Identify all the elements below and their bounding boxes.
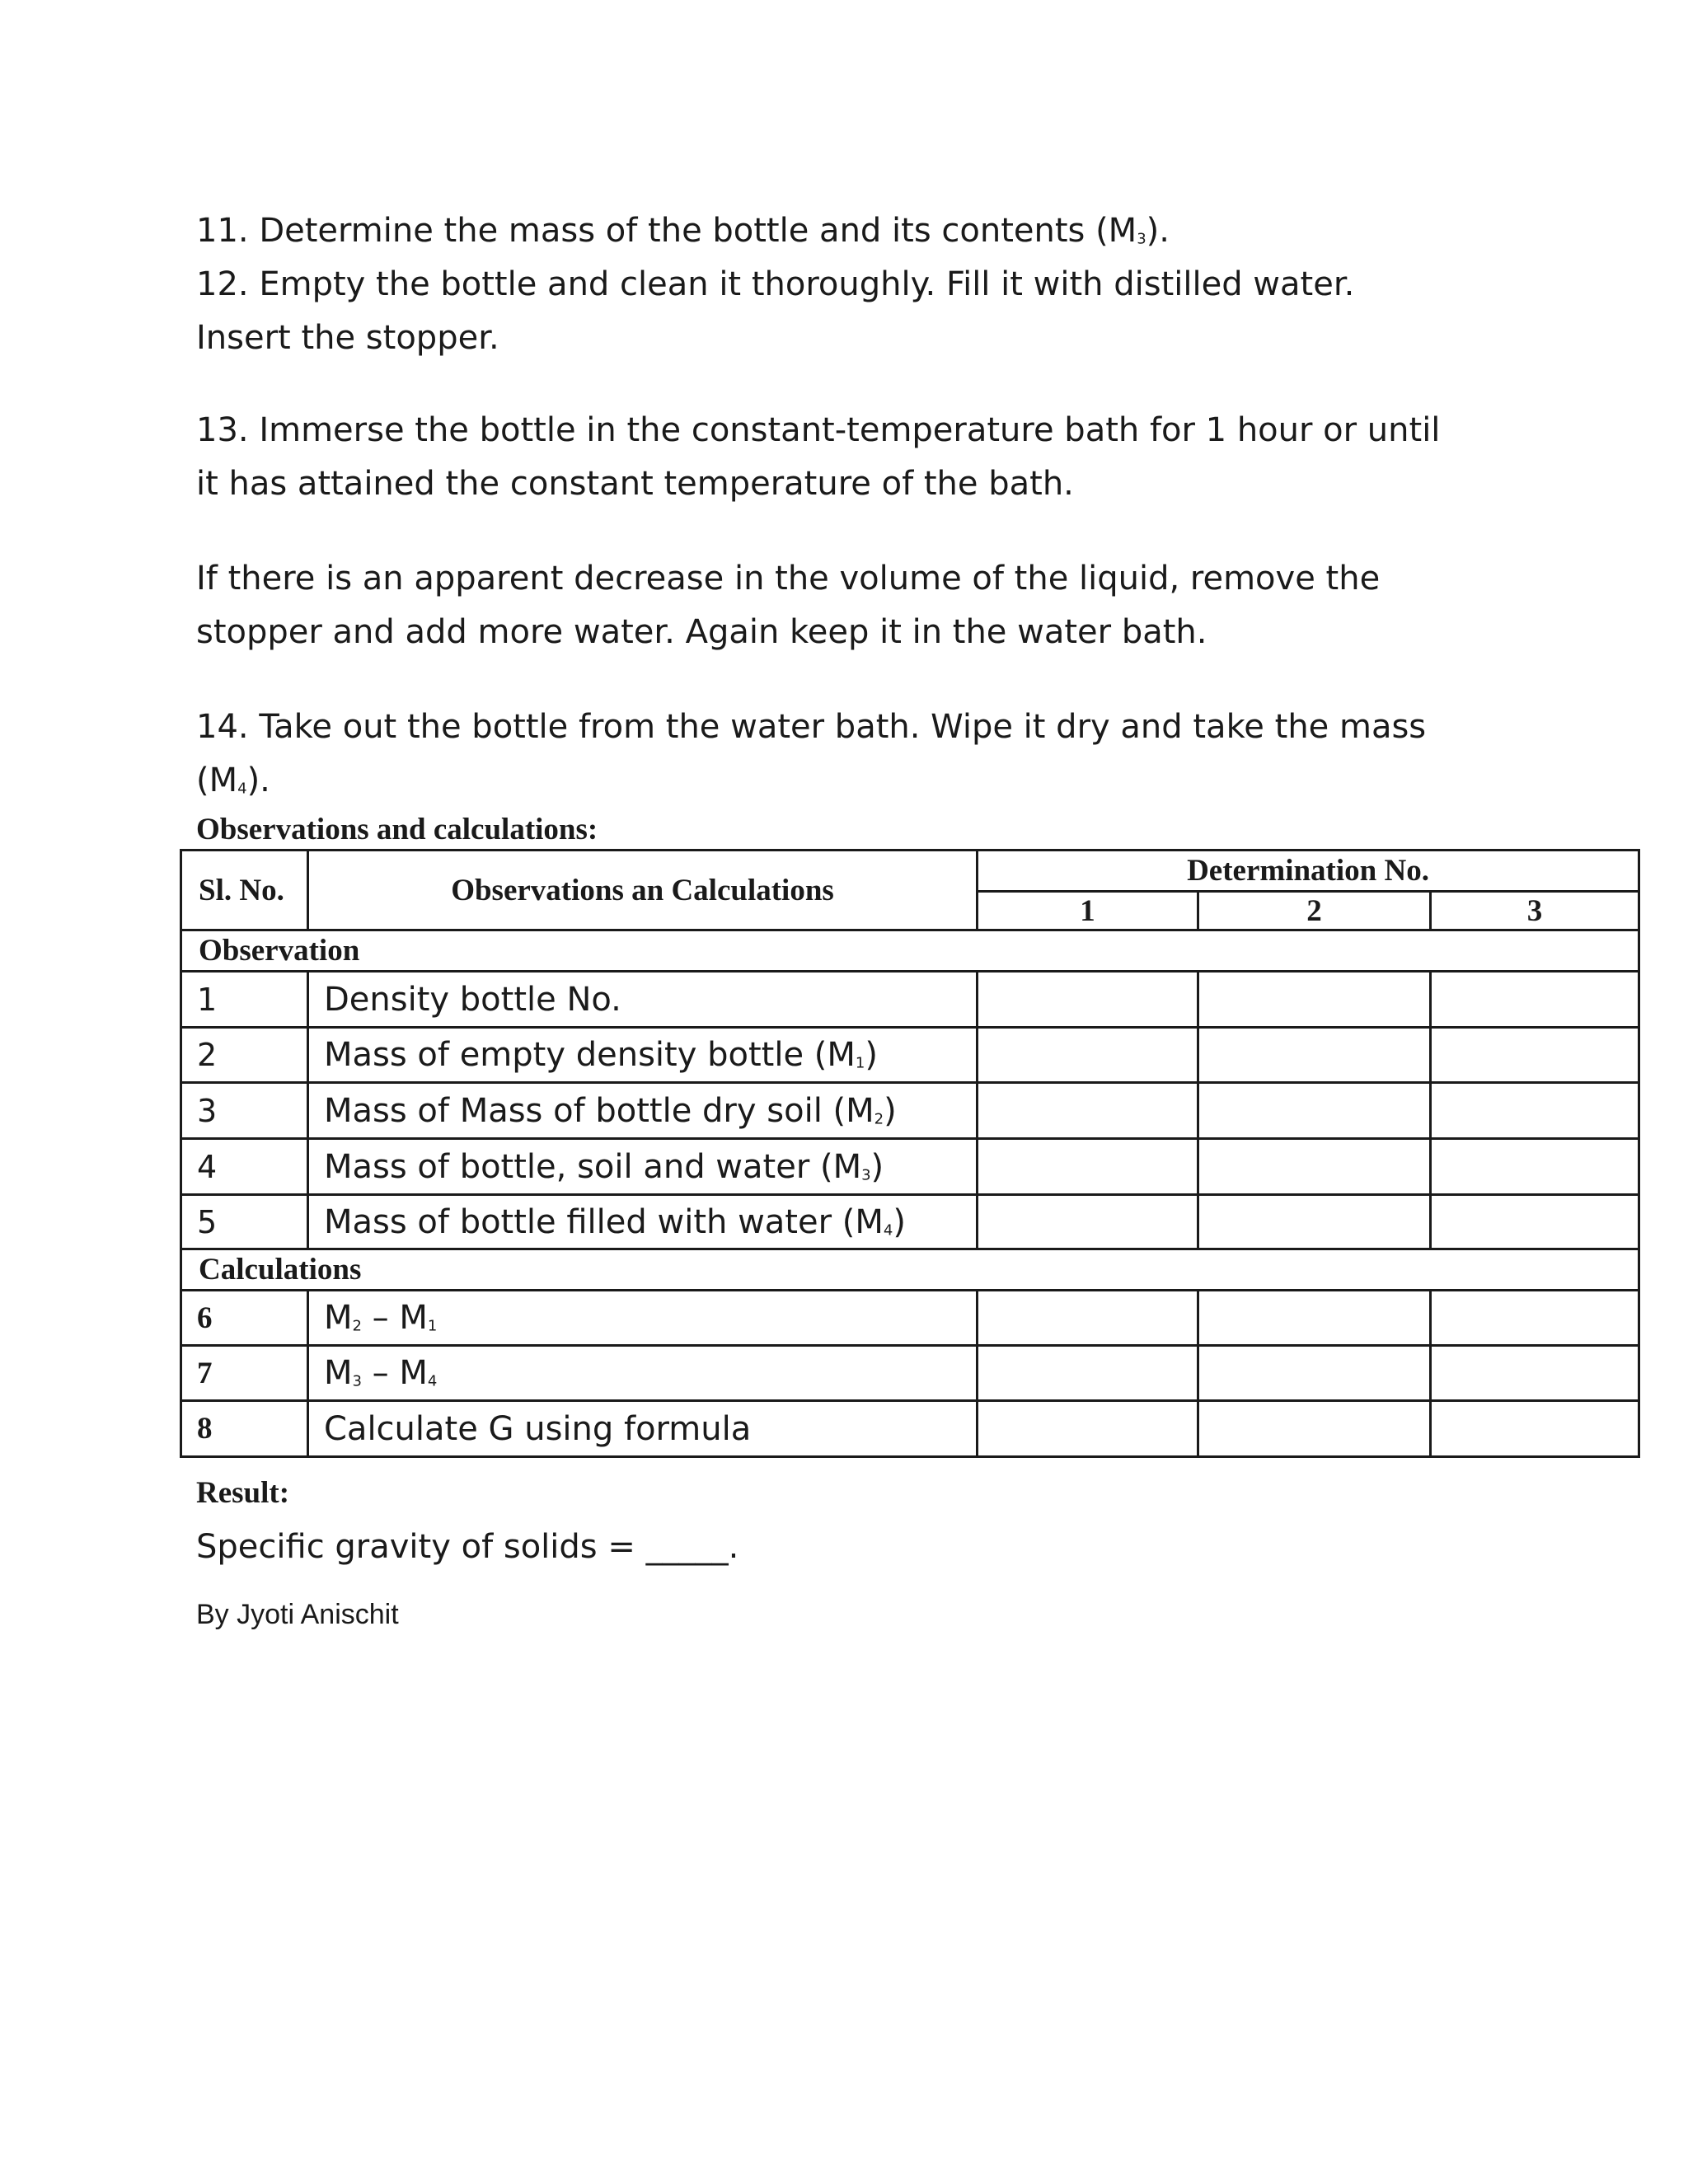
step-14-line-2 [196,754,270,816]
header-det-1: 1 [978,892,1198,930]
row-number: 6 [181,1291,308,1346]
row-end: ) [870,1147,884,1186]
cell-det-1 [978,1028,1198,1083]
step-14-end: ). [246,762,270,799]
term-b: M [399,1299,428,1337]
header-sl-no: Sl. No. [181,851,308,930]
section-calculations: Calculations [181,1249,1639,1291]
cell-det-1 [978,1401,1198,1457]
cell-det-3 [1431,1346,1639,1401]
step-12-line-2: Insert the stopper. [196,319,499,357]
result-text: Specific gravity of solids = _____. [196,1528,739,1566]
cell-det-2 [1198,1139,1431,1195]
row-sub: 4 [883,1221,893,1240]
row-number: 1 [181,972,308,1028]
row-text: Mass of bottle, soil and water (M [324,1147,862,1186]
cell-det-2 [1198,1195,1431,1249]
header-det-2: 2 [1198,892,1431,930]
section-row-calculations [181,1249,1639,1291]
author-signature: By Jyoti Anischit [196,1599,399,1630]
table-row [181,1028,1639,1083]
cell-det-3 [1431,972,1639,1028]
row-description [308,1028,978,1083]
row-number: 3 [181,1083,308,1139]
cell-det-3 [1431,1401,1639,1457]
step-12-line-1: 12. Empty the bottle and clean it thoroughly. Fill it with distilled water. [196,265,1355,303]
observations-heading: Observations and calculations: [196,813,598,846]
result-heading: Result: [196,1476,290,1510]
row-number: 5 [181,1195,308,1249]
term-a-sub: 3 [352,1372,362,1390]
note-line-2: stopper and add more water. Again keep it in the water bath. [196,613,1207,651]
row-text: Density bottle No. [324,980,621,1019]
row-description: Calculate G using formula [308,1401,978,1457]
row-description [308,1139,978,1195]
step-13-line-1: 13. Immerse the bottle in the constant-temperature bath for 1 hour or until [196,411,1441,449]
row-description [308,972,978,1028]
row-description [308,1291,978,1346]
header-determination: Determination No. [978,851,1639,892]
table-header-row [181,851,1639,892]
cell-det-2 [1198,1028,1431,1083]
row-end: ) [884,1091,897,1130]
cell-det-3 [1431,1139,1639,1195]
cell-det-2 [1198,972,1431,1028]
table-row [181,972,1639,1028]
cell-det-3 [1431,1291,1639,1346]
row-text: Mass of Mass of bottle dry soil (M [324,1091,874,1130]
step-14-text: (M [196,762,238,799]
row-description [308,1346,978,1401]
cell-det-2 [1198,1401,1431,1457]
row-number: 7 [181,1346,308,1401]
term-a: M [324,1299,353,1337]
header-det-3: 3 [1431,892,1639,930]
table-row [181,1195,1639,1249]
header-observations: Observations an Calculations [308,851,978,930]
step-11-end: ). [1146,212,1170,250]
step-11-sub: 3 [1137,230,1146,248]
observation-table [180,849,1640,1458]
cell-det-2 [1198,1291,1431,1346]
cell-det-2 [1198,1083,1431,1139]
row-sub: 3 [861,1166,871,1184]
cell-det-3 [1431,1028,1639,1083]
cell-det-1 [978,1083,1198,1139]
cell-det-1 [978,972,1198,1028]
cell-det-3 [1431,1195,1639,1249]
operator: – [361,1354,400,1392]
operator: – [361,1299,400,1337]
cell-det-1 [978,1291,1198,1346]
row-number: 4 [181,1139,308,1195]
step-11 [196,204,1170,266]
term-a-sub: 2 [352,1317,362,1335]
term-b-sub: 1 [427,1317,438,1335]
table-row [181,1139,1639,1195]
cell-det-3 [1431,1083,1639,1139]
table-row [181,1346,1639,1401]
table-row [181,1291,1639,1346]
cell-det-2 [1198,1346,1431,1401]
cell-det-1 [978,1346,1198,1401]
step-11-text: 11. Determine the mass of the bottle and its contents (M [196,212,1137,250]
row-text: Mass of empty density bottle (M [324,1036,856,1074]
row-end: ) [865,1036,878,1074]
term-b: M [399,1354,428,1392]
table-row [181,1401,1639,1457]
term-b-sub: 4 [427,1372,438,1390]
section-observation: Observation [181,930,1639,972]
row-sub: 2 [874,1110,884,1128]
row-description [308,1083,978,1139]
step-13-line-2: it has attained the constant temperature of the bath. [196,465,1074,503]
row-number: 2 [181,1028,308,1083]
step-14-line-1: 14. Take out the bottle from the water bath. Wipe it dry and take the mass [196,708,1427,746]
row-text: Mass of bottle filled with water (M [324,1202,884,1241]
cell-det-1 [978,1139,1198,1195]
section-row-observation [181,930,1639,972]
row-sub: 1 [855,1054,865,1072]
note-line-1: If there is an apparent decrease in the volume of the liquid, remove the [196,560,1381,598]
term-a: M [324,1354,353,1392]
table-row [181,1083,1639,1139]
cell-det-1 [978,1195,1198,1249]
step-14-sub: 4 [237,780,247,798]
row-end: ) [893,1202,906,1241]
row-description [308,1195,978,1249]
row-number: 8 [181,1401,308,1457]
